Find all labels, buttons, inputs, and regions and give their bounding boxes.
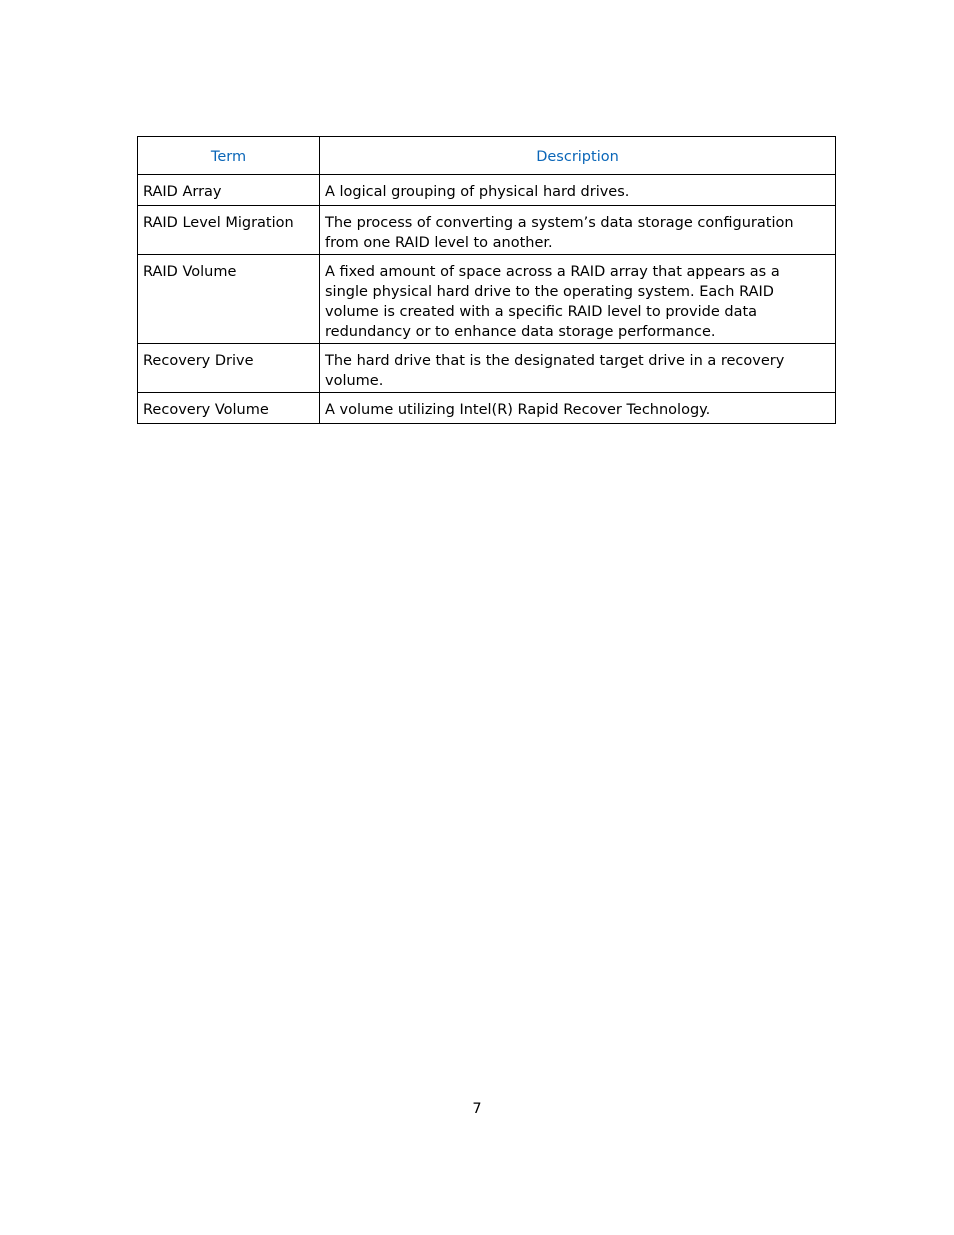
header-term: Term <box>138 137 320 175</box>
term-cell: RAID Volume <box>138 255 320 344</box>
glossary-table <box>137 136 836 424</box>
description-cell: A fixed amount of space across a RAID array that appears as a single physical hard drive to the operating system. Each RAID volume is created with a specific RAID level to provide data redundancy or to enhance data storage performance. <box>320 255 836 344</box>
table-row <box>138 255 836 344</box>
description-cell: A logical grouping of physical hard drives. <box>320 175 836 206</box>
table-row <box>138 175 836 206</box>
term-cell: Recovery Drive <box>138 344 320 393</box>
table-row <box>138 206 836 255</box>
table-row <box>138 393 836 424</box>
description-cell: The hard drive that is the designated target drive in a recovery volume. <box>320 344 836 393</box>
term-cell: Recovery Volume <box>138 393 320 424</box>
table-header-row <box>138 137 836 175</box>
header-description: Description <box>320 137 836 175</box>
term-cell: RAID Array <box>138 175 320 206</box>
description-cell: The process of converting a system’s data storage configuration from one RAID level to another. <box>320 206 836 255</box>
table-row <box>138 344 836 393</box>
description-cell: A volume utilizing Intel(R) Rapid Recover Technology. <box>320 393 836 424</box>
page-number: 7 <box>472 1101 482 1117</box>
term-cell: RAID Level Migration <box>138 206 320 255</box>
